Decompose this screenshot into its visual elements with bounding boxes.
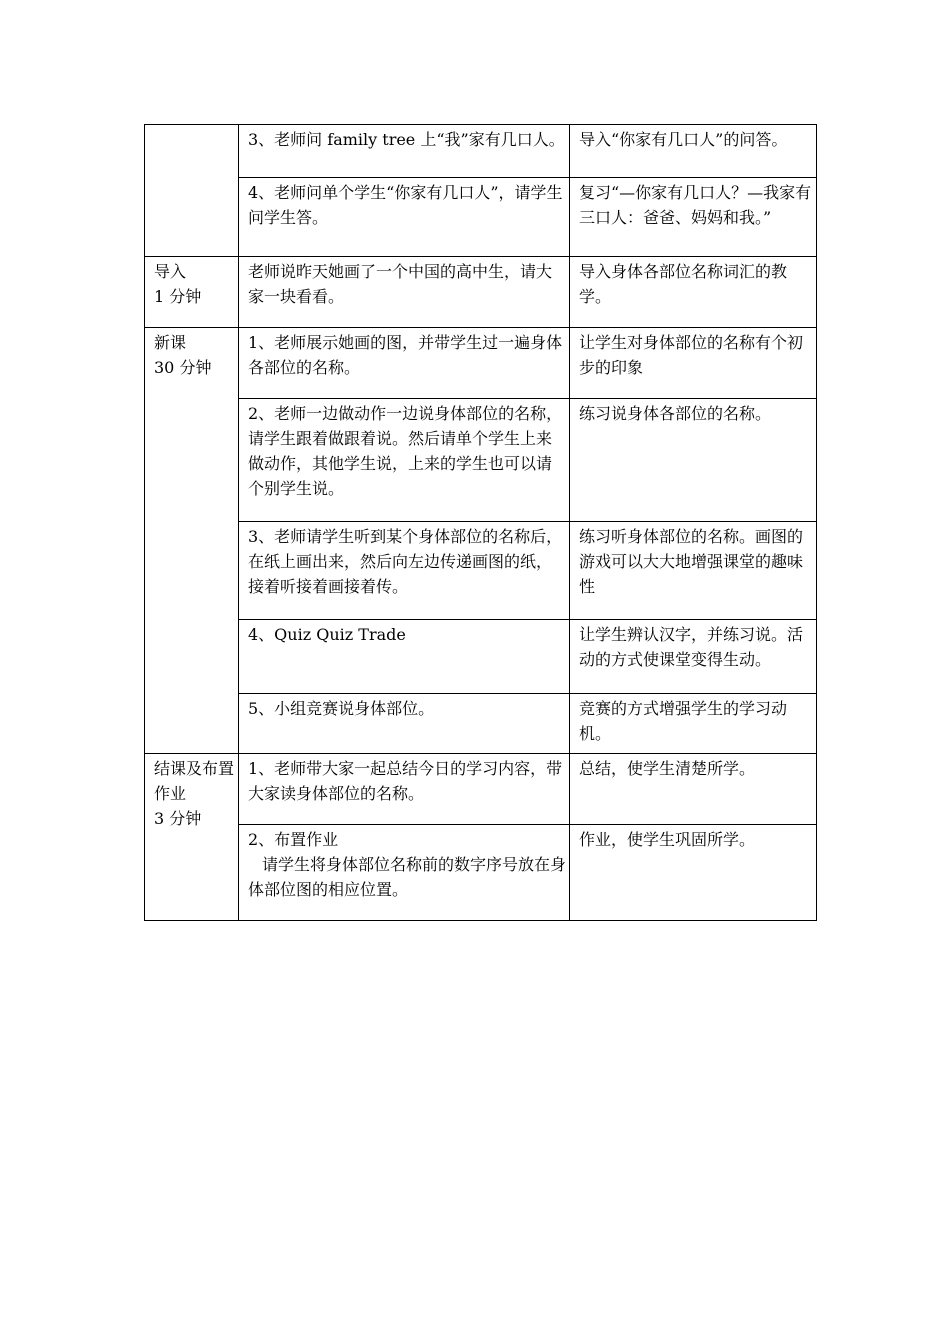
purpose-cell: 复习“—你家有几口人？—我家有三口人：爸爸、妈妈和我。” — [570, 178, 817, 257]
table-row — [145, 257, 817, 328]
table-row — [145, 694, 817, 754]
table-row — [145, 754, 817, 825]
activity-cell: 3、老师请学生听到某个身体部位的名称后，在纸上画出来，然后向左边传递画图的纸，接着听接着画接着传。 — [239, 522, 570, 620]
purpose-cell: 让学生辨认汉字，并练习说。活动的方式使课堂变得生动。 — [570, 620, 817, 694]
lesson-plan-table — [144, 124, 817, 921]
activity-title: 2、布置作业 — [248, 830, 339, 849]
purpose-cell: 导入身体各部位名称词汇的教学。 — [570, 257, 817, 328]
table-row — [145, 522, 817, 620]
purpose-cell: 竞赛的方式增强学生的学习动机。 — [570, 694, 817, 754]
activity-cell: 2、老师一边做动作一边说身体部位的名称，请学生跟着做跟着说。然后请单个学生上来做动作，其他学生说，上来的学生也可以请个别学生说。 — [239, 399, 570, 522]
stage-cell-empty — [145, 125, 239, 257]
purpose-cell: 总结，使学生清楚所学。 — [570, 754, 817, 825]
stage-name: 新课 — [154, 333, 187, 352]
activity-cell: 老师说昨天她画了一个中国的高中生，请大家一块看看。 — [239, 257, 570, 328]
activity-cell — [239, 825, 570, 921]
stage-time: 30 分钟 — [154, 358, 212, 377]
activity-cell: 1、老师带大家一起总结今日的学习内容，带大家读身体部位的名称。 — [239, 754, 570, 825]
table-row — [145, 125, 817, 178]
purpose-cell: 让学生对身体部位的名称有个初步的印象 — [570, 328, 817, 399]
purpose-cell: 作业，使学生巩固所学。 — [570, 825, 817, 921]
stage-time: 3 分钟 — [154, 809, 202, 828]
stage-cell-new-lesson — [145, 328, 239, 754]
purpose-cell: 练习听身体部位的名称。画图的游戏可以大大地增强课堂的趣味性 — [570, 522, 817, 620]
stage-name: 结课及布置作业 — [154, 759, 235, 803]
table-row — [145, 620, 817, 694]
stage-cell-intro — [145, 257, 239, 328]
activity-cell: 3、老师问 family tree 上“我”家有几口人。 — [239, 125, 570, 178]
activity-cell: 4、老师问单个学生“你家有几口人”，请学生问学生答。 — [239, 178, 570, 257]
activity-cell: 4、Quiz Quiz Trade — [239, 620, 570, 694]
activity-detail: 请学生将身体部位名称前的数字序号放在身体部位图的相应位置。 — [248, 855, 567, 899]
table-row — [145, 399, 817, 522]
stage-cell-closing — [145, 754, 239, 921]
stage-time: 1 分钟 — [154, 287, 202, 306]
purpose-cell: 导入“你家有几口人”的问答。 — [570, 125, 817, 178]
stage-name: 导入 — [154, 262, 187, 281]
activity-cell: 5、小组竞赛说身体部位。 — [239, 694, 570, 754]
activity-cell: 1、老师展示她画的图，并带学生过一遍身体各部位的名称。 — [239, 328, 570, 399]
table-row — [145, 178, 817, 257]
table-row — [145, 328, 817, 399]
table-row — [145, 825, 817, 921]
purpose-cell: 练习说身体各部位的名称。 — [570, 399, 817, 522]
